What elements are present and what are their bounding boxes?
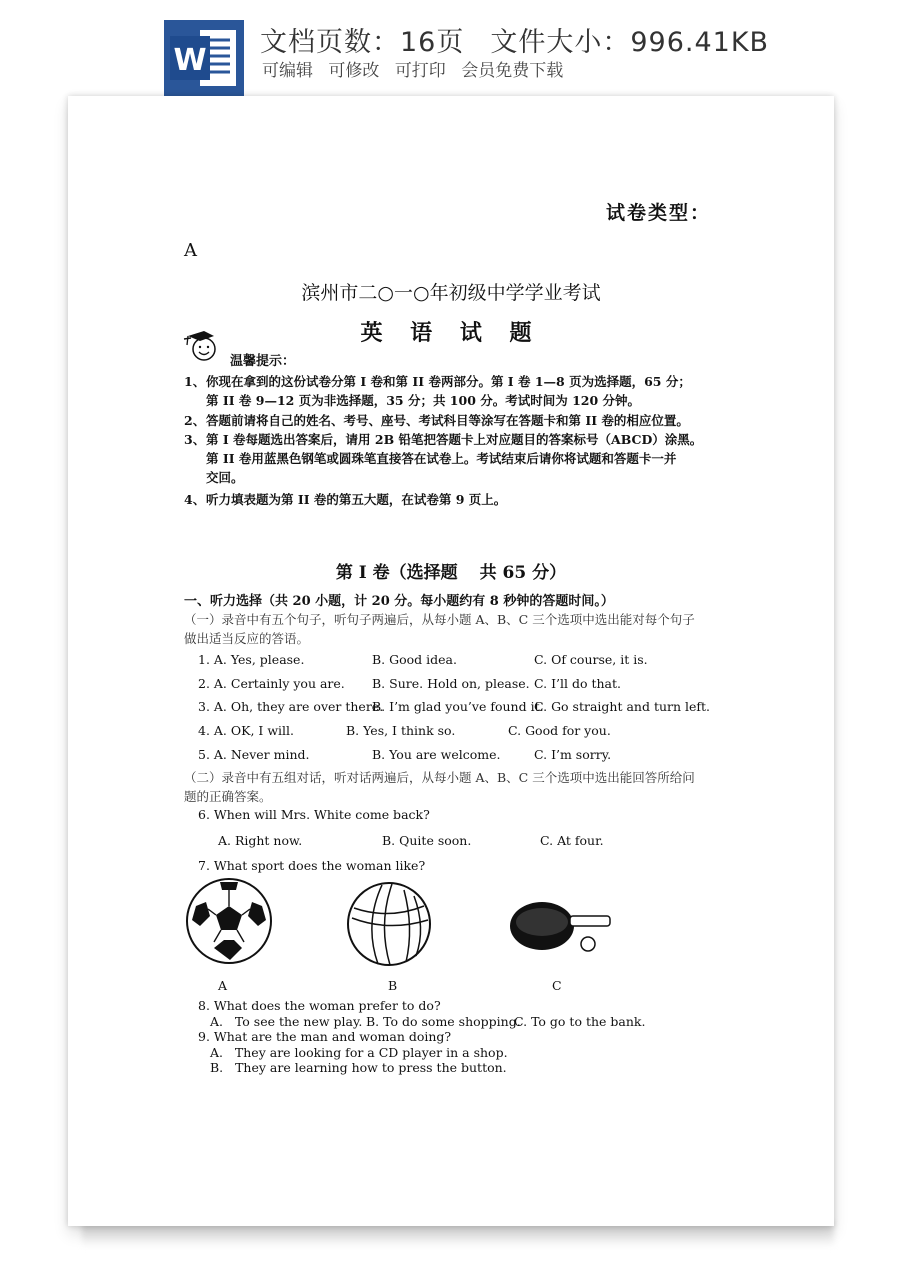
q3-option-a: 3. A. Oh, they are over there. [198, 699, 384, 714]
q1-option-a: 1. A. Yes, please. [198, 652, 305, 667]
feature-member-download: 会员免费下载 [461, 61, 564, 81]
volleyball-image [344, 880, 434, 968]
document-page [68, 96, 834, 1226]
word-document-icon [164, 20, 244, 96]
part-title: 一、听力选择（共 20 小题，计 20 分。每小题约有 8 秒钟的答题时间。） [184, 594, 614, 609]
file-size: 文件大小：996.41KB [490, 27, 770, 58]
notice-item [184, 372, 691, 410]
paper-type-label: 试卷类型： [606, 202, 712, 224]
q2-option-c: C. I’ll do that. [534, 676, 621, 691]
feature-modifiable: 可修改 [328, 61, 380, 81]
notice-number: 4、 [184, 492, 206, 507]
notice-line: 答题前请将自己的姓名、考号、座号、考试科目等涂写在答题卡和第 II 卷的相应位置。 [206, 413, 689, 428]
q8-stem: 8. What does the woman prefer to do? [198, 998, 441, 1013]
q5-option-c: C. I’m sorry. [534, 747, 612, 762]
smiley-graduate-icon [182, 328, 222, 364]
notice-item [184, 490, 506, 509]
section-title-part: 第 I 卷（选择题 [335, 563, 458, 583]
q6-option-a: A. Right now. [218, 833, 303, 848]
q9-option-a: A. They are looking for a CD player in a shop. [210, 1045, 508, 1060]
q4-option-b: B. Yes, I think so. [346, 723, 456, 738]
soccer-ball-image [184, 876, 274, 966]
q1-option-c: C. Of course, it is. [534, 652, 648, 667]
q5-option-b: B. You are welcome. [372, 747, 501, 762]
q1-option-b: B. Good idea. [372, 652, 457, 667]
page-count: 文档页数：16页 [260, 27, 465, 58]
section-title-part: 共 65 分） [479, 563, 567, 583]
q4-option-a: 4. A. OK, I will. [198, 723, 294, 738]
q7-label-a: A [218, 978, 228, 993]
section-title [68, 558, 834, 583]
exam-title: 滨州市二○一○年初级中学学业考试 [301, 282, 601, 304]
feature-printable: 可打印 [394, 61, 446, 81]
notice-line: 你现在拿到的这份试卷分第 I 卷和第 II 卷两部分。第 I 卷 1—8 页为选择题，65 分； [206, 374, 691, 389]
q2-option-b: B. Sure. Hold on, please. [372, 676, 530, 691]
notice-line: 第 II 卷用蓝黑色钢笔或圆珠笔直接答在试卷上。考试结束后请你将试题和答题卡一并 [206, 451, 677, 466]
instruction-line: （一）录音中有五个句子，听句子两遍后，从每小题 A、B、C 三个选项中选出能对每个句子 [184, 612, 695, 627]
feature-editable: 可编辑 [262, 61, 313, 81]
instruction-line: 做出适当反应的答语。 [184, 631, 310, 646]
exam-subject: 英 语 试 题 [360, 320, 542, 346]
notice-line: 第 I 卷每题选出答案后，请用 2B 铅笔把答题卡上对应题目的答案标号（ABCD）涂黑。 [206, 432, 703, 447]
notice-number: 3、 [184, 432, 206, 447]
q6-option-b: B. Quite soon. [382, 833, 472, 848]
sub2-instructions [184, 768, 695, 806]
q7-label-c: C [552, 978, 562, 993]
q8-option-b: B. To do some shopping. [366, 1014, 521, 1029]
q9-option-b: B. They are learning how to press the button. [210, 1060, 507, 1075]
q3-option-b: B. I’m glad you’ve found it. [372, 699, 544, 714]
q7-stem: 7. What sport does the woman like? [198, 858, 426, 873]
q8-option-a: A. To see the new play. [210, 1014, 363, 1029]
sub1-instructions [184, 610, 695, 648]
ping-pong-paddle-image [504, 896, 620, 960]
paper-type-value: A [184, 240, 197, 261]
notice-line: 交回。 [206, 470, 244, 485]
feature-list [262, 56, 573, 81]
svg-text:W: W [173, 43, 207, 78]
q4-option-c: C. Good for you. [508, 723, 611, 738]
notice-number: 1、 [184, 374, 206, 389]
q6-stem: 6. When will Mrs. White come back? [198, 807, 430, 822]
notice-item [184, 430, 702, 487]
q5-option-a: 5. A. Never mind. [198, 747, 310, 762]
notice-item [184, 411, 689, 430]
q6-option-c: C. At four. [540, 833, 604, 848]
q2-option-a: 2. A. Certainly you are. [198, 676, 345, 691]
q8-option-c: C. To go to the bank. [514, 1014, 646, 1029]
notice-number: 2、 [184, 413, 206, 428]
q3-option-c: C. Go straight and turn left. [534, 699, 711, 714]
notice-line: 第 II 卷 9—12 页为非选择题，35 分；共 100 分。考试时间为 120 分钟。 [206, 393, 641, 408]
instruction-line: 题的正确答案。 [184, 789, 272, 804]
q7-label-b: B [388, 978, 398, 993]
tips-label: 温馨提示： [230, 354, 296, 369]
document-info-title [260, 20, 769, 59]
notice-line: 听力填表题为第 II 卷的第五大题，在试卷第 9 页上。 [206, 492, 507, 507]
q9-stem: 9. What are the man and woman doing? [198, 1029, 452, 1044]
instruction-line: （二）录音中有五组对话，听对话两遍后，从每小题 A、B、C 三个选项中选出能回答所给问 [184, 770, 695, 785]
